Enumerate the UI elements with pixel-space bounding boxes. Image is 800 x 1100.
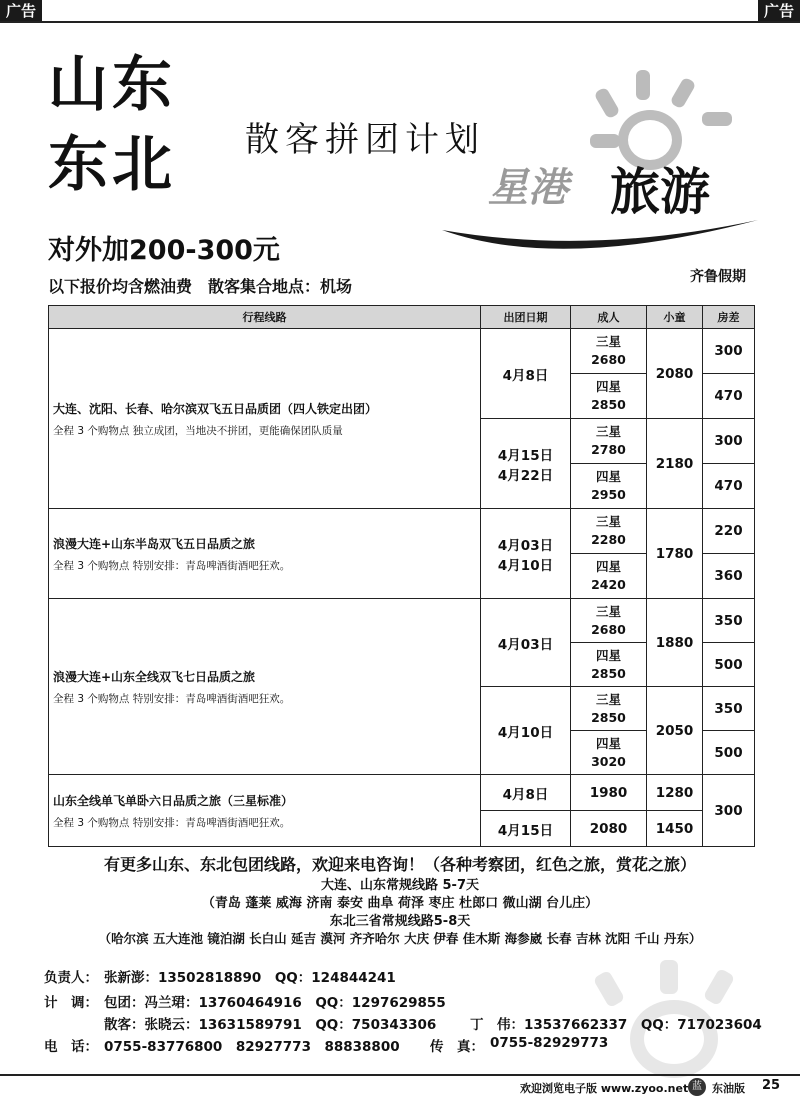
route-name: 浪漫大连+山东半岛双飞五日品质之旅: [53, 536, 256, 551]
page-number: 25: [762, 1078, 781, 1093]
table-header: [49, 306, 755, 329]
date-cell: 4月8日: [481, 775, 571, 811]
child-cell: 1880: [647, 599, 703, 687]
room-diff-cell: 300: [703, 419, 755, 464]
header-adult: 成人: [571, 306, 647, 329]
adult-price: 2280: [591, 532, 626, 547]
date-label: 4月03日: [497, 537, 554, 554]
star-label: 四星: [595, 735, 621, 751]
regular-route1-title: 大连、山东常规线路 5-7天: [320, 878, 479, 893]
date-cell: [481, 509, 571, 599]
planner-single-info: 散客：张晓云：13631589791 QQ：750343306: [104, 1017, 437, 1033]
manager-info: 张新澎：13502818890 QQ：124844241: [104, 970, 396, 986]
adult-price: 2680: [591, 352, 626, 367]
adult-price: 2680: [591, 621, 626, 637]
planner-label: 计 调：: [44, 995, 98, 1011]
extra-fee: 对外加200-300元: [48, 235, 280, 266]
planner-ding-info: 丁 伟：13537662337 QQ：717023604: [470, 1017, 762, 1033]
title-line1: 山东: [48, 50, 176, 120]
swoosh-icon: [440, 210, 770, 260]
route-note: 全程 3 个购物点 特别安排：青岛啤酒街酒吧狂欢。: [53, 559, 291, 572]
manager-label: 负责人：: [44, 970, 98, 986]
brand-name-part1: 星港: [488, 165, 568, 211]
adult-cell: [571, 731, 647, 775]
header-room-diff: 房差: [703, 306, 755, 329]
route-cell: [49, 509, 481, 599]
date-cell: 4月03日: [481, 599, 571, 687]
child-cell: 1780: [647, 509, 703, 599]
child-cell: 1450: [647, 811, 703, 847]
star-label: 四星: [595, 559, 621, 574]
adult-cell: [571, 464, 647, 509]
adult-cell: 2080: [571, 811, 647, 847]
adult-cell: [571, 643, 647, 687]
table-row: [49, 599, 755, 643]
adult-cell: [571, 687, 647, 731]
adult-price: 3020: [591, 753, 626, 769]
star-label: 三星: [595, 514, 621, 529]
adult-cell: [571, 374, 647, 419]
adult-price: 2780: [591, 442, 626, 457]
route-note: 全程 3 个购物点 特别安排：青岛啤酒街酒吧狂欢。: [53, 816, 291, 829]
schedule-table: [48, 305, 755, 847]
adult-price: 2850: [591, 665, 626, 681]
brand-logo: [440, 60, 770, 285]
room-diff-cell: 350: [703, 687, 755, 731]
title-line2: 东北: [48, 130, 176, 200]
adult-price: 2950: [591, 487, 626, 502]
more-routes-line: 有更多山东、东北包团线路，欢迎来电咨询！（各种考察团，红色之旅，赏花之旅）: [103, 855, 696, 874]
top-rule: [0, 21, 800, 23]
route-name: 大连、沈阳、长春、哈尔滨双飞五日品质团（四人铁定出团）: [53, 401, 378, 416]
room-diff-cell: 350: [703, 599, 755, 643]
star-label: 四星: [595, 647, 621, 663]
adult-cell: [571, 419, 647, 464]
room-diff-cell: 470: [703, 464, 755, 509]
star-label: 四星: [595, 379, 621, 394]
regular-route2-places: （哈尔滨 五大连池 镜泊湖 长白山 延吉 漠河 齐齐哈尔 大庆 伊春 佳木斯 海参崴 长春 吉林 沈阳 千山 丹东）: [98, 931, 702, 946]
fax-number: 0755-82929773: [490, 1035, 609, 1051]
child-cell: 2050: [647, 687, 703, 775]
table-row: [49, 329, 755, 374]
route-cell: [49, 775, 481, 847]
star-label: 三星: [595, 691, 621, 707]
adult-cell: [571, 554, 647, 599]
header-route: 行程线路: [49, 306, 481, 329]
route-note: 全程 3 个购物点 独立成团，当地决不拼团，更能确保团队质量: [53, 424, 343, 437]
header-child: 小童: [647, 306, 703, 329]
adult-cell: [571, 509, 647, 554]
date-label: 4月10日: [497, 557, 554, 574]
edition-badge: 蓝: [688, 1078, 706, 1096]
star-label: 三星: [595, 603, 621, 619]
table-row: [49, 775, 755, 811]
adult-price: 2850: [591, 709, 626, 725]
ad-tag-right: 广告: [758, 0, 800, 22]
subtitle: 散客拼团计划: [245, 120, 485, 160]
date-cell: 4月10日: [481, 687, 571, 775]
regular-route1-places: （青岛 蓬莱 威海 济南 泰安 曲阜 荷泽 枣庄 杜郎口 微山湖 台儿庄）: [201, 896, 599, 911]
route-name: 山东全线单飞单卧六日品质之旅（三星标准）: [53, 793, 294, 808]
date-label: 4月22日: [497, 467, 554, 484]
ad-tag-left: 广告: [0, 0, 42, 22]
child-cell: 1280: [647, 775, 703, 811]
route-cell: [49, 599, 481, 775]
child-cell: 2080: [647, 329, 703, 419]
child-cell: 2180: [647, 419, 703, 509]
room-diff-cell: 300: [703, 775, 755, 847]
edition-label: 东油版: [712, 1082, 745, 1095]
brand-name-part2: 旅游: [610, 163, 710, 221]
adult-price: 2420: [591, 577, 626, 592]
planner-group-info: 包团：冯兰珺：13760464916 QQ：1297629855: [104, 995, 446, 1011]
holiday-label: 齐鲁假期: [690, 269, 746, 285]
route-name: 浪漫大连+山东全线双飞七日品质之旅: [53, 669, 256, 684]
room-diff-cell: 300: [703, 329, 755, 374]
star-label: 四星: [595, 469, 621, 484]
adult-cell: [571, 599, 647, 643]
price-note: 以下报价均含燃油费 散客集合地点：机场: [48, 277, 353, 296]
route-note: 全程 3 个购物点 特别安排：青岛啤酒街酒吧狂欢。: [53, 692, 291, 705]
date-cell: 4月15日: [481, 811, 571, 847]
regular-route2-title: 东北三省常规线路5-8天: [329, 914, 471, 929]
room-diff-cell: 470: [703, 374, 755, 419]
header-date: 出团日期: [481, 306, 571, 329]
welcome-text: 欢迎浏览电子版 www.zyoo.net: [520, 1082, 689, 1095]
date-cell: [481, 419, 571, 509]
bottom-rule: [0, 1074, 800, 1076]
room-diff-cell: 500: [703, 731, 755, 775]
room-diff-cell: 500: [703, 643, 755, 687]
fax-label: 传 真：: [430, 1039, 484, 1055]
phone-numbers: 0755-83776800 82927773 88838800: [104, 1039, 400, 1055]
route-cell: [49, 329, 481, 509]
adult-cell: [571, 329, 647, 374]
adult-price: 2850: [591, 397, 626, 412]
adult-cell: 1980: [571, 775, 647, 811]
room-diff-cell: 220: [703, 509, 755, 554]
date-label: 4月15日: [497, 447, 554, 464]
star-label: 三星: [595, 424, 621, 439]
star-label: 三星: [595, 334, 621, 349]
phone-label: 电 话：: [44, 1039, 98, 1055]
date-cell: 4月8日: [481, 329, 571, 419]
table-row: [49, 509, 755, 554]
room-diff-cell: 360: [703, 554, 755, 599]
